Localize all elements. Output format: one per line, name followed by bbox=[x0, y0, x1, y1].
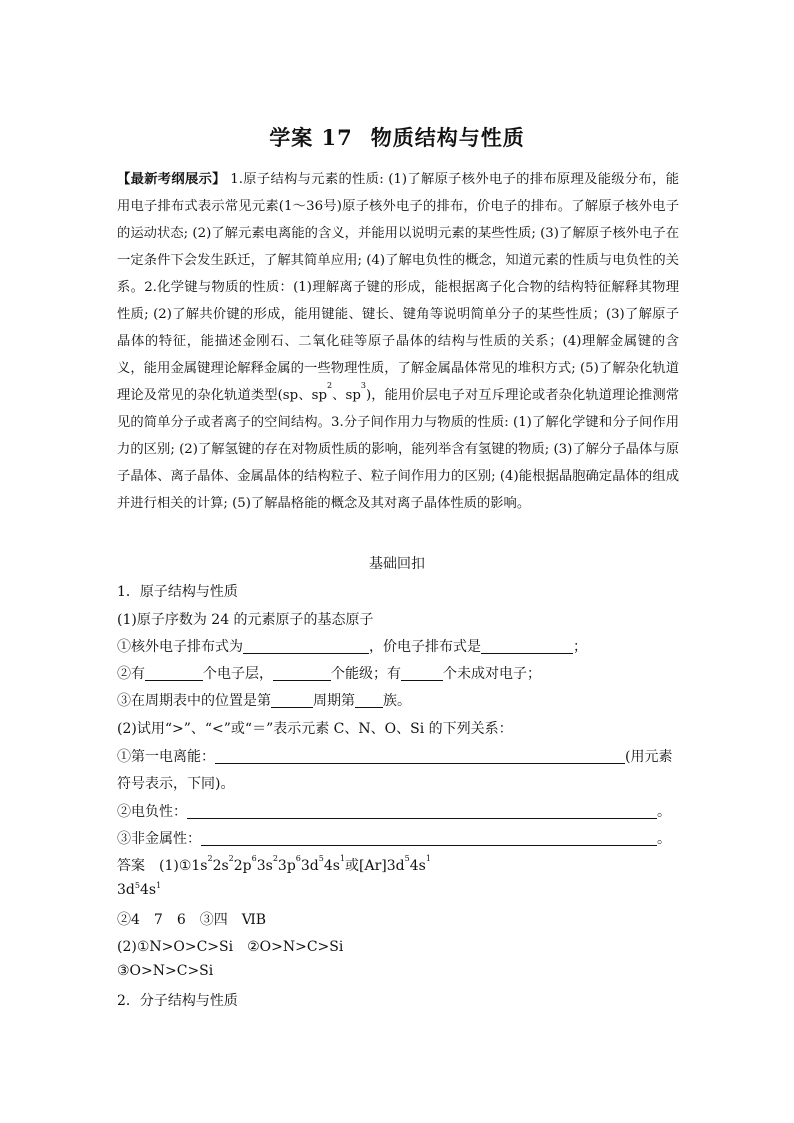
group-blank[interactable] bbox=[355, 693, 383, 708]
outline-tag: 【最新考纲展示】 bbox=[117, 172, 226, 187]
outline-text-a: 1.原子结构与元素的性质: (1)了解原子核外电子的排布原理及能级分布，能用电子排布式表示常见元素(1～36号)原子核外电子的排布，价电子的排布。了解原子核外电子的运动状态; (2)了解元素电离能的含义，并能用以说明元素的某些性质; (3)了解原子核外电子在一定条件下会发生跃迁，了解其简单应用; (4)了解电负性的概念，知道元素的性质与电负性的关系。2.化学键与物质的性质：(1)理解离子键的形成，能根据离子化合物的结构特征解释其物理性质; (2)了解共价键的形成，能用键能、键长、键角等说明简单分子的某些性质；(3)了解原子晶体的特征，能描述金刚石、二氧化硅等原子晶体的结构与性质的关系；(4)理解金属键的含义，能用金属键理论解释金属的一些物理性质，了解金属晶体常见的堆积方式; (5)了解杂化轨道理论及常见的杂化轨道类型(sp、sp bbox=[117, 172, 679, 403]
valence-config-blank[interactable] bbox=[481, 639, 573, 654]
electronegativity-blank[interactable] bbox=[187, 804, 657, 819]
answer-line1: 答案 $(1)①1s^22s^22p^63s^23p^63d^54s^1$或$[Ar]3d^54s^1$ bbox=[117, 854, 431, 874]
sublevel-count-blank[interactable] bbox=[273, 666, 331, 681]
answer-line4: (2)①N>O>C>Si ②O>N>C>Si bbox=[117, 939, 344, 955]
exam-outline-paragraph bbox=[117, 166, 679, 517]
page-title bbox=[0, 122, 794, 152]
question-1-line6: ③非金属性： 。 bbox=[117, 831, 671, 847]
question-1-line4-cont: 符号表示，下同)。 bbox=[117, 776, 235, 792]
answer-label: 答案 bbox=[117, 858, 145, 874]
title-topic: 物质结构与性质 bbox=[370, 125, 525, 150]
answer-line3: ②4 7 6 ③四 ⅥB bbox=[117, 912, 267, 928]
outline-text-b: 、sp bbox=[332, 388, 361, 403]
nonmetallic-blank[interactable] bbox=[201, 831, 657, 846]
shell-count-blank[interactable] bbox=[145, 666, 203, 681]
question-1-heading: 1．原子结构与性质 bbox=[117, 584, 238, 600]
answer-line5: ③O>N>C>Si bbox=[117, 963, 214, 979]
sp3-superscript: 3 bbox=[360, 381, 366, 390]
question-2-heading: 2．分子结构与性质 bbox=[117, 993, 238, 1009]
question-1-line2: ②有 个电子层， 个能级；有 个未成对电子； bbox=[117, 666, 541, 682]
section-title: 基础回扣 bbox=[369, 556, 425, 572]
unpaired-count-blank[interactable] bbox=[401, 666, 443, 681]
question-1-sub2: (2)试用“>”、“<”或“＝”表示元素 C、N、O、Si 的下列关系： bbox=[117, 721, 513, 737]
title-number: 学案 17 bbox=[269, 125, 353, 150]
question-1-line5: ②电负性： 。 bbox=[117, 804, 671, 820]
sp2-superscript: 2 bbox=[326, 381, 333, 390]
electron-config-blank[interactable] bbox=[243, 639, 369, 654]
question-1-line3: ③在周期表中的位置是第 周期第 族。 bbox=[117, 693, 411, 709]
question-1-line1: ①核外电子排布式为 ，价电子排布式是 ； bbox=[117, 639, 587, 655]
question-1-sub1: (1)原子序数为 24 的元素原子的基态原子 bbox=[117, 612, 374, 628]
question-1-line4: ①第一电离能： (用元素 bbox=[117, 749, 673, 765]
ionization-energy-blank[interactable] bbox=[215, 749, 625, 764]
answer-line2: $3d^54s^1$ bbox=[117, 881, 162, 898]
period-blank[interactable] bbox=[271, 693, 313, 708]
outline-text-c: )，能用价层电子对互斥理论或者杂化轨道理论推测常见的简单分子或者离子的空间结构。3.分子间作用力与物质的性质: (1)了解化学键和分子间作用力的区别; (2)了解氢键的存在对物质性质的影响，能列举含有氢键的物质; (3)了解分子晶体与原子晶体、离子晶体、金属晶体的结构粒子、粒子间作用力的区别; (4)能根据晶胞确定晶体的组成并进行相关的计算; (5)了解晶格能的概念及其对离子晶体性质的影响。 bbox=[117, 388, 679, 511]
